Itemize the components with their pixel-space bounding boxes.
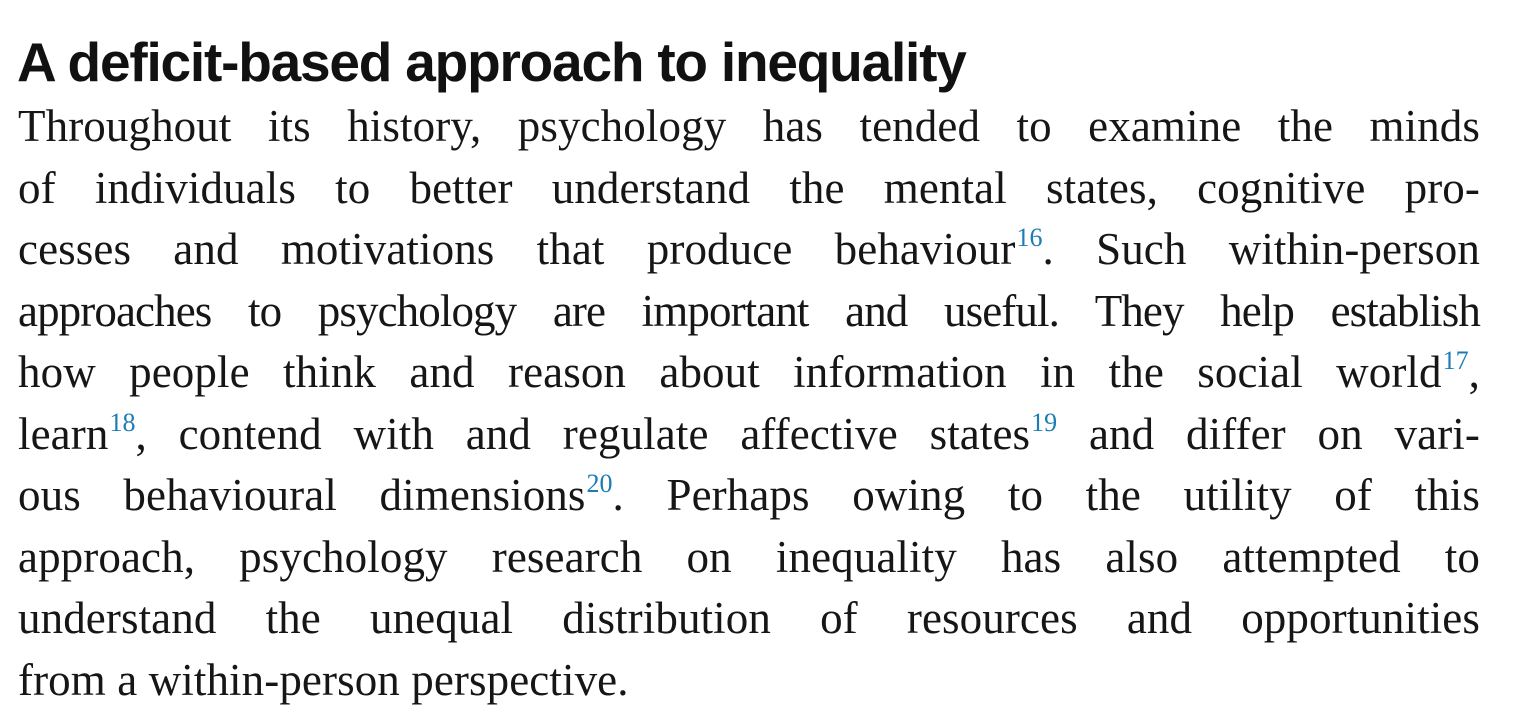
paragraph-line-6 [18, 404, 1480, 466]
reference-link-17[interactable]: 17 [1442, 346, 1469, 375]
paragraph-line-5 [18, 342, 1480, 404]
line-7-text-a: ous behavioural dimensions [18, 470, 586, 520]
paragraph-line-2: of individuals to better understand the mental states, cognitive pro- [18, 162, 1480, 213]
paragraph-line-1: Throughout its history, psychology has tended to examine the minds [18, 101, 1480, 151]
line-3-text-b: . Such within-person [1042, 224, 1480, 274]
line-7-text-b: . Perhaps owing to the utility of this [612, 470, 1481, 520]
paragraph-line-3 [18, 219, 1480, 281]
line-5-text-a: how people think and reason about information in the social world [18, 347, 1442, 397]
paragraph-line-9: understand the unequal distribution of resources and opportunities [18, 593, 1480, 643]
reference-link-16[interactable]: 16 [1016, 223, 1043, 252]
section-heading: A deficit-based approach to inequality [17, 31, 966, 93]
line-6-text-a: learn [18, 408, 109, 459]
paragraph-line-4: approaches to psychology are important and useful. They help establish [18, 285, 1480, 336]
paragraph-line-10: from a within-person perspective. [18, 654, 629, 705]
paragraph-line-7 [18, 465, 1480, 527]
line-3-text-a: cesses and motivations that produce behaviour [18, 224, 1016, 274]
line-6-text-b: , contend with and regulate affective states [135, 408, 1031, 459]
reference-link-20[interactable]: 20 [586, 469, 613, 498]
body-paragraph [18, 96, 1480, 711]
line-5-text-b: , [1468, 347, 1480, 397]
reference-link-18[interactable]: 18 [109, 407, 136, 437]
line-6-text-c: and differ on vari- [1057, 408, 1480, 459]
paragraph-line-8: approach, psychology research on inequality has also attempted to [18, 531, 1480, 582]
reference-link-19[interactable]: 19 [1031, 407, 1058, 437]
